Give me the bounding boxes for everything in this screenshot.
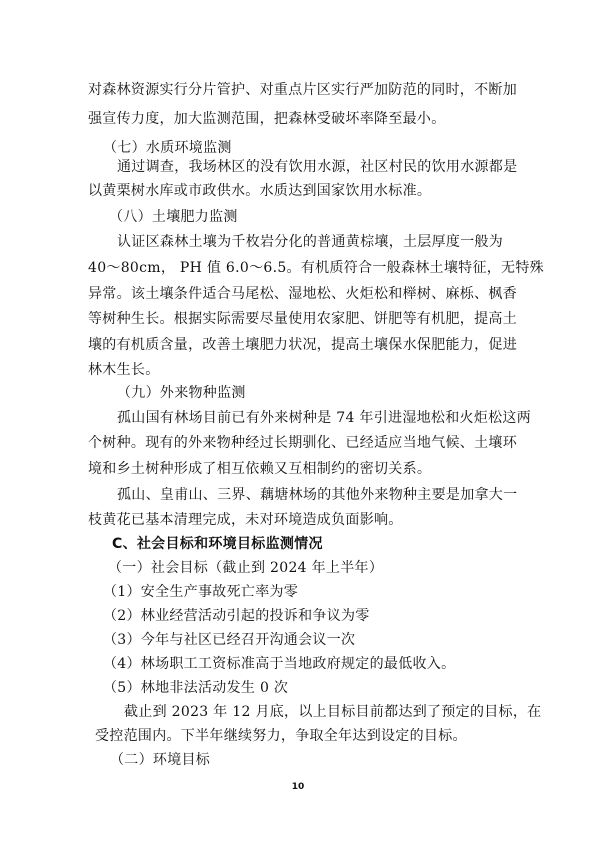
section-heading: C、社会目标和环境目标监测情况 — [112, 536, 323, 552]
section-heading: （八）土壤肥力监测 — [109, 209, 238, 225]
text-line: 认证区森林土壤为千枚岩分化的普通黄棕壤，土层厚度一般为 — [117, 234, 504, 250]
list-item: （4）林场职工工资标准高于当地政府规定的最低收入。 — [103, 656, 456, 672]
text-line: 异常。该土壤条件适合马尾松、湿地松、火炬松和榉树、麻栎、枫香 — [88, 286, 517, 302]
text-line: 强宣传力度，加大监测范围，把森林受破坏率降至最小。 — [88, 111, 446, 127]
text-line: 林木生长。 — [88, 362, 160, 378]
text-line: 境和乡土树种形成了相互依赖又互相制约的密切关系。 — [88, 461, 432, 477]
text-line: 壤的有机质含量，改善土壤肥力状况，提高土壤保水保肥能力，促进 — [88, 337, 517, 353]
text-line: 截止到 2023 年 12 月底，以上目标目前都达到了预定的目标，在 — [124, 704, 542, 720]
list-item: （5）林地非法活动发生 0 次 — [103, 680, 289, 696]
text-line: 枝黄花已基本清理完成，未对环境造成负面影响。 — [88, 512, 403, 528]
section-heading: （九）外来物种监测 — [117, 385, 246, 401]
subsection-heading: （二）环境目标 — [110, 752, 211, 768]
page-number: 10 — [291, 782, 305, 792]
text-line: 受控范围内。下半年继续努力，争取全年达到设定的目标。 — [95, 728, 467, 744]
text-line: 40～80cm， PH 值 6.0～6.5。有机质符合一般森林土壤特征，无特殊 — [88, 260, 544, 276]
subsection-heading: （一）社会目标（截止到 2024 年上半年） — [108, 560, 384, 576]
list-item: （1）安全生产事故死亡率为零 — [103, 584, 299, 600]
text-line: 孤山、皇甫山、三界、藕塘林场的其他外来物种主要是加拿大一 — [117, 487, 518, 503]
text-line: 孤山国有林场目前已有外来树种是 74 年引进湿地松和火炬松这两 — [117, 410, 532, 426]
text-line: 以黄栗树水库或市政供水。水质达到国家饮用水标准。 — [88, 183, 432, 199]
list-item: （3）今年与社区已经召开沟通会议一次 — [103, 632, 356, 648]
text-line: 对森林资源实行分片管护、对重点片区实行严加防范的同时，不断加 — [88, 82, 517, 98]
list-item: （2）林业经营活动引起的投诉和争议为零 — [103, 608, 370, 624]
text-line: 个树种。现有的外来物种经过长期驯化、已经适应当地气候、土壤环 — [88, 435, 517, 451]
text-line: 通过调查，我场林区的没有饮用水源，社区村民的饮用水源都是 — [117, 159, 518, 175]
text-line: 等树种生长。根据实际需要尽量使用农家肥、饼肥等有机肥，提高土 — [88, 311, 517, 327]
section-heading: （七）水质环境监测 — [103, 140, 232, 156]
